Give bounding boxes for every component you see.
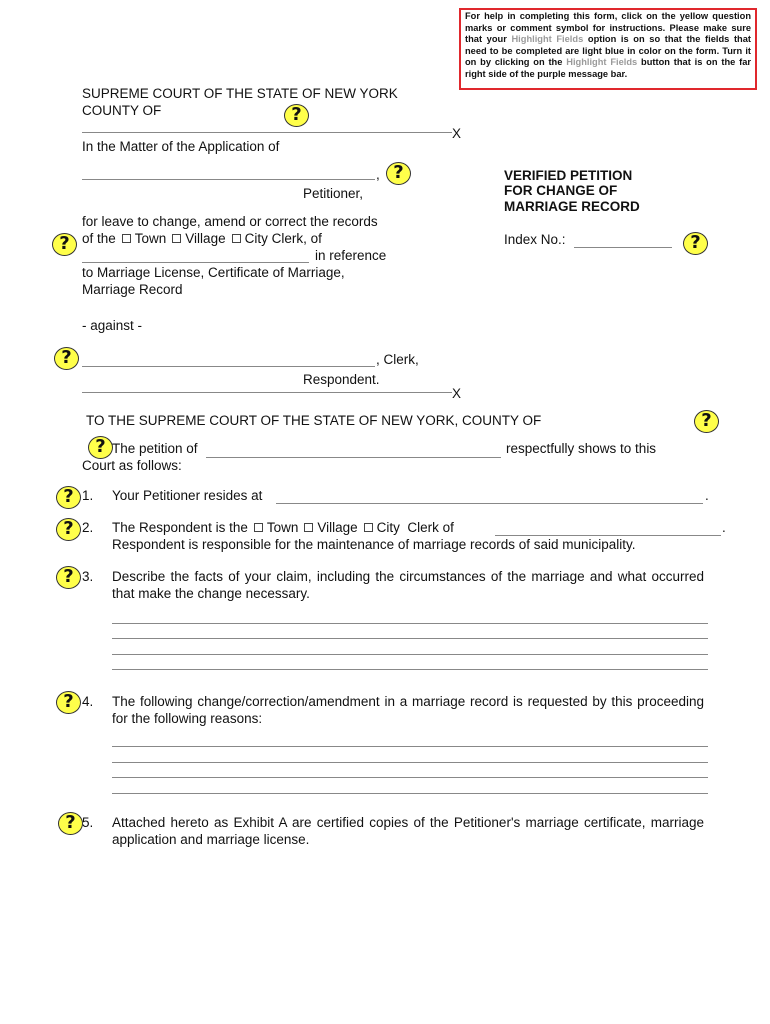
item-3-text: Describe the facts of your claim, including the circumstances of the marriage and what occurred that make the change necessary. — [112, 569, 704, 601]
court-follows-text: Court as follows: — [82, 458, 182, 473]
item-1-period: . — [705, 488, 709, 503]
leave-text: for leave to change, amend or correct the records — [82, 214, 378, 229]
to-marriage-text: to Marriage License, Certificate of Marriage, — [82, 265, 345, 280]
village-label: Village — [185, 231, 226, 246]
question-mark-icon[interactable]: ? — [88, 436, 113, 459]
petitioner-comma: , — [376, 167, 380, 182]
petition-of-text: The petition of — [112, 441, 198, 456]
question-mark-icon[interactable]: ? — [56, 518, 81, 541]
item-2-city-checkbox[interactable] — [364, 523, 373, 532]
question-mark-icon[interactable]: ? — [694, 410, 719, 433]
question-mark-icon[interactable]: ? — [56, 566, 81, 589]
item-3-answer-line-1[interactable] — [112, 623, 708, 624]
petitioner-name-field[interactable] — [82, 165, 375, 180]
item-2-period: . — [722, 520, 726, 535]
item-2-village-label: Village — [317, 520, 358, 535]
caption-divider-top — [82, 132, 452, 133]
question-mark-icon[interactable]: ? — [56, 691, 81, 714]
in-reference-text: in reference — [315, 248, 387, 263]
question-mark-icon[interactable]: ? — [56, 486, 81, 509]
highlight-fields-text-2: Highlight Fields — [566, 57, 638, 67]
caption-x-bottom: X — [452, 386, 462, 401]
item-3-number: 3. — [82, 569, 94, 584]
item-2-text: The Respondent is the — [112, 520, 248, 535]
item-2-number: 2. — [82, 520, 94, 535]
against-text: - against - — [82, 318, 143, 333]
title-line-3: MARRIAGE RECORD — [504, 199, 640, 214]
respectfully-text: respectfully shows to this — [506, 441, 657, 456]
index-number-field[interactable] — [574, 233, 672, 248]
item-3-answer-line-4[interactable] — [112, 669, 708, 670]
item-4-number: 4. — [82, 694, 94, 709]
town-checkbox[interactable] — [122, 234, 131, 243]
item-2-city-label: City — [376, 520, 400, 535]
index-label: Index No.: — [504, 232, 566, 247]
question-mark-icon[interactable]: ? — [54, 347, 79, 370]
highlight-fields-text-1: Highlight Fields — [511, 34, 584, 44]
question-mark-icon[interactable]: ? — [683, 232, 708, 255]
petitioner-name-body-field[interactable] — [206, 443, 501, 458]
item-4-answer-line-1[interactable] — [112, 746, 708, 747]
item-2-municipality-field[interactable] — [495, 521, 721, 536]
help-text-2: option is on so that the fields that need to be completed are light blue in color on the form. Turn it on by clicking on the — [465, 34, 751, 67]
to-court-heading: TO THE SUPREME COURT OF THE STATE OF NEW YORK, COUNTY OF — [86, 413, 542, 428]
respondent-label: Respondent. — [303, 372, 380, 387]
court-name: SUPREME COURT OF THE STATE OF NEW YORK — [82, 86, 398, 101]
item-2-responsible-text: Respondent is responsible for the maintenance of marriage records of said municipality. — [112, 537, 636, 552]
item-2-line — [112, 520, 454, 535]
city-clerk-label: City Clerk, of — [244, 231, 322, 246]
item-4-answer-line-2[interactable] — [112, 762, 708, 763]
title-line-1: VERIFIED PETITION — [504, 168, 633, 183]
town-label: Town — [134, 231, 167, 246]
item-1-number: 1. — [82, 488, 94, 503]
residence-address-field[interactable] — [276, 489, 703, 504]
item-1-text: Your Petitioner resides at — [112, 488, 263, 503]
matter-label: In the Matter of the Application of — [82, 139, 280, 154]
question-mark-icon[interactable]: ? — [58, 812, 83, 835]
question-mark-icon[interactable]: ? — [52, 233, 77, 256]
item-4-text: The following change/correction/amendment in a marriage record is requested by this proceeding for the following reasons: — [112, 694, 704, 726]
of-the-line — [82, 231, 322, 246]
caption-x-top: X — [452, 126, 462, 141]
item-3-answer-line-3[interactable] — [112, 654, 708, 655]
caption-divider-bottom — [82, 392, 452, 393]
clerk-label: , Clerk, — [376, 352, 419, 367]
item-3-answer-line-2[interactable] — [112, 638, 708, 639]
question-mark-icon[interactable]: ? — [386, 162, 411, 185]
help-text-1: For help in completing this form, click on the yellow question marks or comment symbol for instructions. Please make sure that your — [465, 11, 751, 44]
petitioner-label: Petitioner, — [303, 186, 364, 201]
title-line-2: FOR CHANGE OF — [504, 183, 618, 198]
item-2-clerk-label: Clerk of — [407, 520, 454, 535]
help-instructions-box — [459, 8, 757, 90]
county-label: COUNTY OF — [82, 103, 162, 118]
clerk-name-field[interactable] — [82, 352, 375, 367]
item-4-answer-line-3[interactable] — [112, 777, 708, 778]
item-5-text: Attached hereto as Exhibit A are certified copies of the Petitioner's marriage certificate, marriage application and marriage license. — [112, 815, 704, 847]
municipality-field[interactable] — [82, 248, 309, 263]
question-mark-icon[interactable]: ? — [284, 104, 309, 127]
item-2-town-label: Town — [266, 520, 299, 535]
item-2-village-checkbox[interactable] — [304, 523, 313, 532]
item-5-number: 5. — [82, 815, 94, 830]
of-the-text: of the — [82, 231, 116, 246]
item-4-answer-line-4[interactable] — [112, 793, 708, 794]
help-text-3: button that is on the far right side of the purple message bar. — [465, 57, 752, 79]
item-2-town-checkbox[interactable] — [254, 523, 263, 532]
marriage-record-text: Marriage Record — [82, 282, 183, 297]
village-checkbox[interactable] — [172, 234, 181, 243]
city-clerk-checkbox[interactable] — [232, 234, 241, 243]
